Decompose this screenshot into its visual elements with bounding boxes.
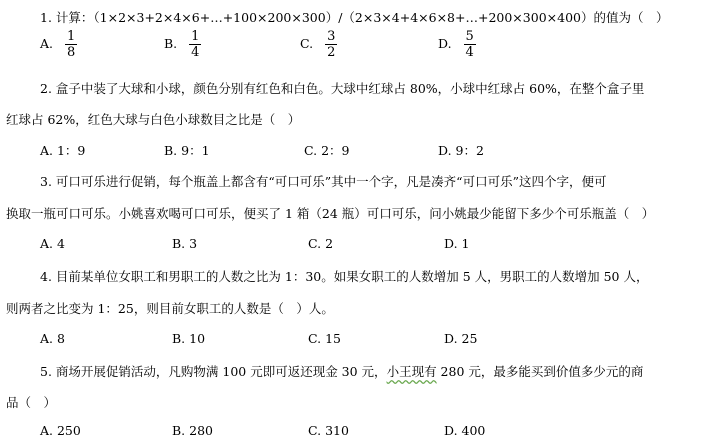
q1-option-c-fraction xyxy=(325,29,337,60)
q4-option-a[interactable]: A. 8 xyxy=(40,331,65,346)
q4-option-c[interactable]: C. 15 xyxy=(308,331,341,346)
q1-option-d-fraction xyxy=(464,29,476,60)
q3-stem-line1: 3. 可口可乐进行促销，每个瓶盖上都含有“可口可乐”其中一个字，凡是凑齐“可口可乐”这四个字，便可 xyxy=(40,174,607,189)
q1-option-a-fraction xyxy=(65,29,77,60)
q1-option-a[interactable] xyxy=(40,29,77,60)
q5-option-c[interactable]: C. 310 xyxy=(308,423,349,438)
q2-option-c[interactable]: C. 2：9 xyxy=(304,143,350,158)
q5-stem-line1 xyxy=(40,362,643,380)
q1-option-b-label: B. xyxy=(164,36,178,51)
q5-stem-part-a: 5. 商场开展促销活动，凡购物满 100 元即可返还现金 30 元， xyxy=(40,364,387,379)
q4-stem-line2: 则两者之比变为 1：25，则目前女职工的人数是（ ）人。 xyxy=(6,301,334,316)
q3-option-a[interactable]: A. 4 xyxy=(40,236,65,251)
q5-stem-underlined: 小王现有 xyxy=(386,364,437,379)
q5-stem-part-c: 280 元，最多能买到价值多少元的商 xyxy=(436,364,644,379)
q5-option-a[interactable]: A. 250 xyxy=(40,423,81,438)
q1-option-d-numerator: 5 xyxy=(465,29,474,44)
q3-option-c[interactable]: C. 2 xyxy=(308,236,334,251)
q2-stem-line2: 红球占 62%，红色大球与白色小球数目之比是（ ） xyxy=(6,112,301,127)
q4-option-b[interactable]: B. 10 xyxy=(172,331,206,346)
q1-option-a-label: A. xyxy=(40,36,54,51)
q1-option-c-label: C. xyxy=(300,36,314,51)
q1-option-b-denominator: 4 xyxy=(191,45,200,60)
q2-option-a[interactable]: A. 1：9 xyxy=(40,143,86,158)
q2-option-d[interactable]: D. 9：2 xyxy=(438,143,484,158)
q3-option-b[interactable]: B. 3 xyxy=(172,236,198,251)
q2-option-b[interactable]: B. 9：1 xyxy=(164,143,210,158)
q1-option-a-numerator: 1 xyxy=(67,29,76,44)
q4-option-d[interactable]: D. 25 xyxy=(444,331,478,346)
q2-stem-line1: 2. 盒子中装了大球和小球，颜色分别有红色和白色。大球中红球占 80%，小球中红球占 60%，在整个盒子里 xyxy=(40,81,645,96)
q5-option-d[interactable]: D. 400 xyxy=(444,423,486,438)
q1-option-c-numerator: 3 xyxy=(327,29,336,44)
q4-stem-line1: 4. 目前某单位女职工和男职工的人数之比为 1：30。如果女职工的人数增加 5 人，男职工的人数增加 50 人， xyxy=(40,269,649,284)
q1-option-d-denominator: 4 xyxy=(465,45,474,60)
q1-option-d[interactable] xyxy=(438,29,476,60)
q1-option-b-fraction xyxy=(189,29,201,60)
q1-stem: 1. 计算：（1×2×3+2×4×6+…+100×200×300）/（2×3×4+4×6×8+…+200×300×400）的值为（ ） xyxy=(40,10,669,25)
q1-option-b-numerator: 1 xyxy=(191,29,200,44)
q5-stem-line2: 品（ ） xyxy=(6,395,57,410)
q3-option-d[interactable]: D. 1 xyxy=(444,236,470,251)
q3-stem-line2: 换取一瓶可口可乐。小姚喜欢喝可口可乐，便买了 1 箱（24 瓶）可口可乐，问小姚最少能留下多少个可乐瓶盖（ ） xyxy=(6,206,655,221)
q5-option-b[interactable]: B. 280 xyxy=(172,423,213,438)
q1-option-d-label: D. xyxy=(438,36,452,51)
q1-option-c-denominator: 2 xyxy=(327,45,336,60)
q1-option-a-denominator: 8 xyxy=(67,45,76,60)
q1-option-b[interactable] xyxy=(164,29,201,60)
q1-option-c[interactable] xyxy=(300,29,337,60)
